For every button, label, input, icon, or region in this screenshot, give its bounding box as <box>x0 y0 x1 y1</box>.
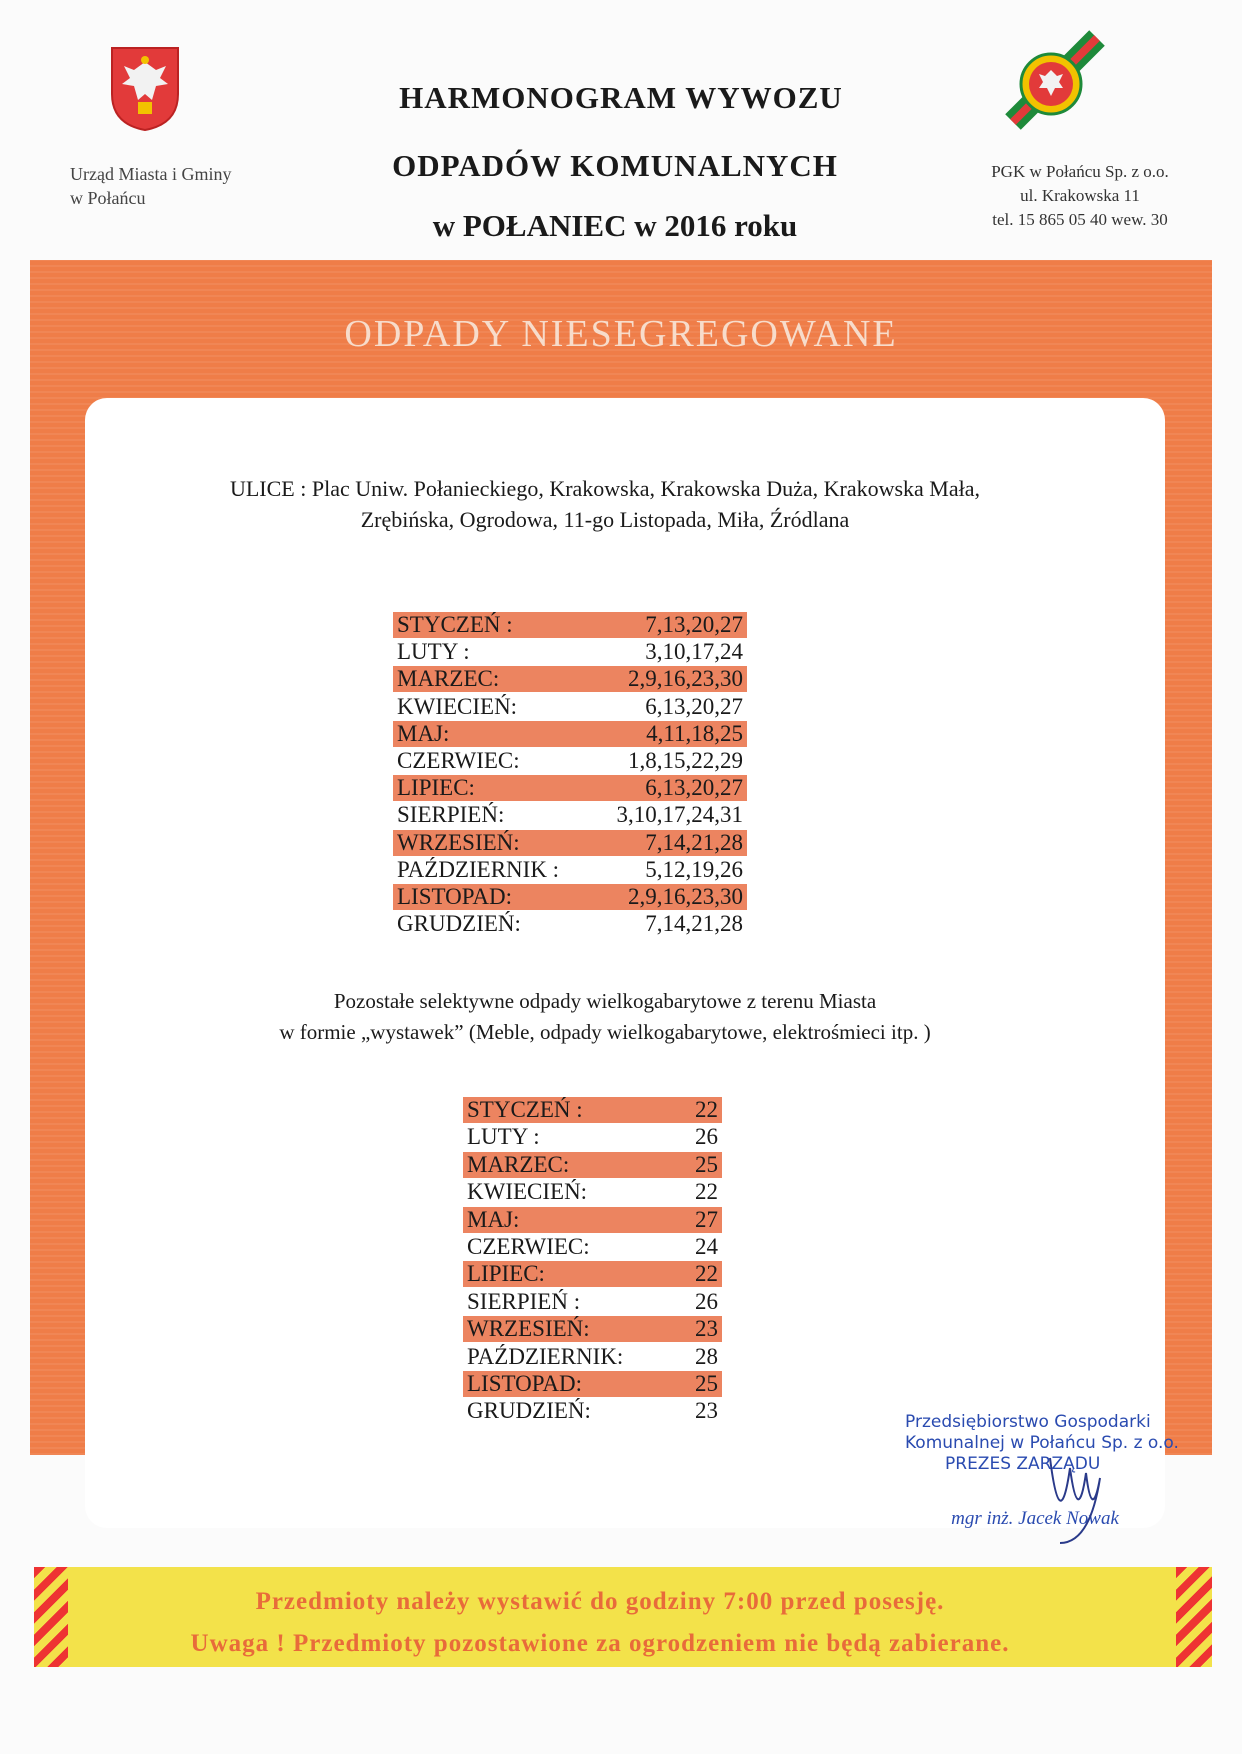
month-label: MARZEC: <box>397 666 500 692</box>
collection-days: 3,10,17,24 <box>645 639 743 665</box>
schedule-row <box>393 721 747 747</box>
collection-days: 25 <box>695 1151 718 1177</box>
schedule-row <box>393 666 747 692</box>
stamp-name: mgr inż. Jacek Nowak <box>951 1508 1119 1529</box>
month-label: STYCZEŃ : <box>397 612 513 637</box>
note-line1: Pozostałe selektywne odpady wielkogabarytowe z terenu Miasta <box>333 989 877 1013</box>
page-title-line1: HARMONOGRAM WYWOZU <box>399 80 843 115</box>
note-line2: w formie „wystawek” (Meble, odpady wielkogabarytowe, elektrośmieci itp. ) <box>279 1020 931 1044</box>
schedule-row <box>463 1097 722 1123</box>
streets-line2: Zrębińska, Ogrodowa, 11-go Listopada, Miła, Źródlana <box>360 507 850 532</box>
org-left-line2: w Połańcu <box>70 188 146 208</box>
handwritten-signature-icon <box>1030 1448 1120 1548</box>
collection-days: 28 <box>695 1343 718 1369</box>
schedule-row <box>393 612 747 638</box>
month-label: GRUDZIEŃ: <box>467 1398 591 1424</box>
collection-days: 23 <box>695 1316 718 1342</box>
month-label: PAŹDZIERNIK : <box>397 856 560 882</box>
pgk-logo-icon <box>1005 30 1105 130</box>
collection-days: 5,12,19,26 <box>645 856 743 882</box>
schedule-row <box>393 694 747 720</box>
month-label: LUTY : <box>397 639 470 665</box>
month-label: LUTY : <box>467 1124 540 1150</box>
collection-days: 2,9,16,23,30 <box>628 666 743 692</box>
stamp-line3: PREZES ZARZĄDU <box>945 1454 1101 1474</box>
org-right-line1: PGK w Połańcu Sp. z o.o. <box>991 162 1169 181</box>
collection-days: 22 <box>695 1179 718 1205</box>
month-label: GRUDZIEŃ: <box>397 911 521 937</box>
schedule-row <box>393 639 747 665</box>
collection-days: 4,11,18,25 <box>646 720 743 746</box>
collection-days: 26 <box>695 1124 718 1150</box>
schedule-row <box>463 1344 722 1370</box>
schedule-row <box>463 1152 722 1178</box>
collection-days: 7,14,21,28 <box>645 829 743 855</box>
schedule-row <box>393 911 747 937</box>
month-label: SIERPIEŃ: <box>397 802 505 828</box>
month-label: LIPIEC: <box>397 775 475 801</box>
section-title: ODPADY NIESEGREGOWANE <box>344 313 898 355</box>
month-label: CZERWIEC: <box>397 748 520 773</box>
schedule-row <box>463 1234 722 1260</box>
month-label: KWIECIEŃ: <box>397 693 518 719</box>
warning-line1: Przedmioty należy wystawić do godziny 7:00 przed posesję. <box>255 1588 945 1615</box>
warning-line2: Uwaga ! Przedmioty pozostawione za ogrodzeniem nie będą zabierane. <box>190 1630 1010 1657</box>
collection-days: 6,13,20,27 <box>645 693 743 719</box>
schedule-row <box>463 1261 722 1287</box>
org-left-line1: Urząd Miasta i Gminy <box>70 164 232 184</box>
schedule-row <box>463 1371 722 1397</box>
month-label: PAŹDZIERNIK: <box>467 1343 624 1369</box>
org-right-phone: tel. 15 865 05 40 wew. 30 <box>992 210 1168 229</box>
month-label: MAJ: <box>397 720 450 746</box>
schedule-row <box>393 830 747 856</box>
month-label: CZERWIEC: <box>467 1234 590 1259</box>
collection-days: 23 <box>695 1398 718 1424</box>
collection-days: 22 <box>695 1097 718 1122</box>
streets-line1: ULICE : Plac Uniw. Połanieckiego, Krakowska, Krakowska Duża, Krakowska Mała, <box>229 476 981 501</box>
collection-days: 26 <box>695 1288 718 1314</box>
schedule-row <box>463 1207 722 1233</box>
month-label: STYCZEŃ : <box>467 1097 583 1122</box>
month-label: LIPIEC: <box>467 1261 545 1287</box>
collection-days: 27 <box>695 1206 718 1232</box>
collection-days: 2,9,16,23,30 <box>628 884 743 909</box>
collection-days: 25 <box>695 1371 718 1396</box>
stamp-line2: Komunalnej w Połańcu Sp. z o.o. <box>905 1433 1179 1453</box>
schedule-row <box>393 857 747 883</box>
month-label: LISTOPAD: <box>397 884 513 909</box>
streets-list <box>130 473 1080 535</box>
month-label: LISTOPAD: <box>467 1371 583 1396</box>
collection-days: 22 <box>695 1261 718 1287</box>
schedule-row <box>393 775 747 801</box>
schedule-row <box>393 748 747 774</box>
month-label: WRZESIEŃ: <box>467 1316 590 1342</box>
stamp-line1: Przedsiębiorstwo Gospodarki <box>905 1412 1151 1432</box>
org-right <box>960 160 1200 232</box>
schedule-row <box>463 1179 722 1205</box>
month-label: KWIECIEŃ: <box>467 1179 588 1205</box>
schedule-row <box>463 1124 722 1150</box>
collection-days: 7,13,20,27 <box>645 612 743 637</box>
bulky-waste-note <box>130 986 1080 1048</box>
month-label: SIERPIEŃ : <box>467 1288 581 1314</box>
month-label: MAJ: <box>467 1206 520 1232</box>
schedule-row <box>393 884 747 910</box>
collection-days: 6,13,20,27 <box>645 775 743 801</box>
collection-days: 7,14,21,28 <box>645 911 743 937</box>
month-label: WRZESIEŃ: <box>397 829 520 855</box>
schedule-row <box>393 802 747 828</box>
month-label: MARZEC: <box>467 1151 570 1177</box>
collection-days: 3,10,17,24,31 <box>616 802 743 828</box>
collection-days: 1,8,15,22,29 <box>628 748 743 773</box>
org-right-line2: ul. Krakowska 11 <box>1020 186 1140 205</box>
schedule-row <box>463 1398 722 1424</box>
page-title-line3: w POŁANIEC w 2016 roku <box>432 208 798 243</box>
page-title-line2: ODPADÓW KOMUNALNYCH <box>392 148 838 183</box>
schedule-row <box>463 1316 722 1342</box>
schedule-row <box>463 1289 722 1315</box>
collection-days: 24 <box>695 1234 718 1259</box>
